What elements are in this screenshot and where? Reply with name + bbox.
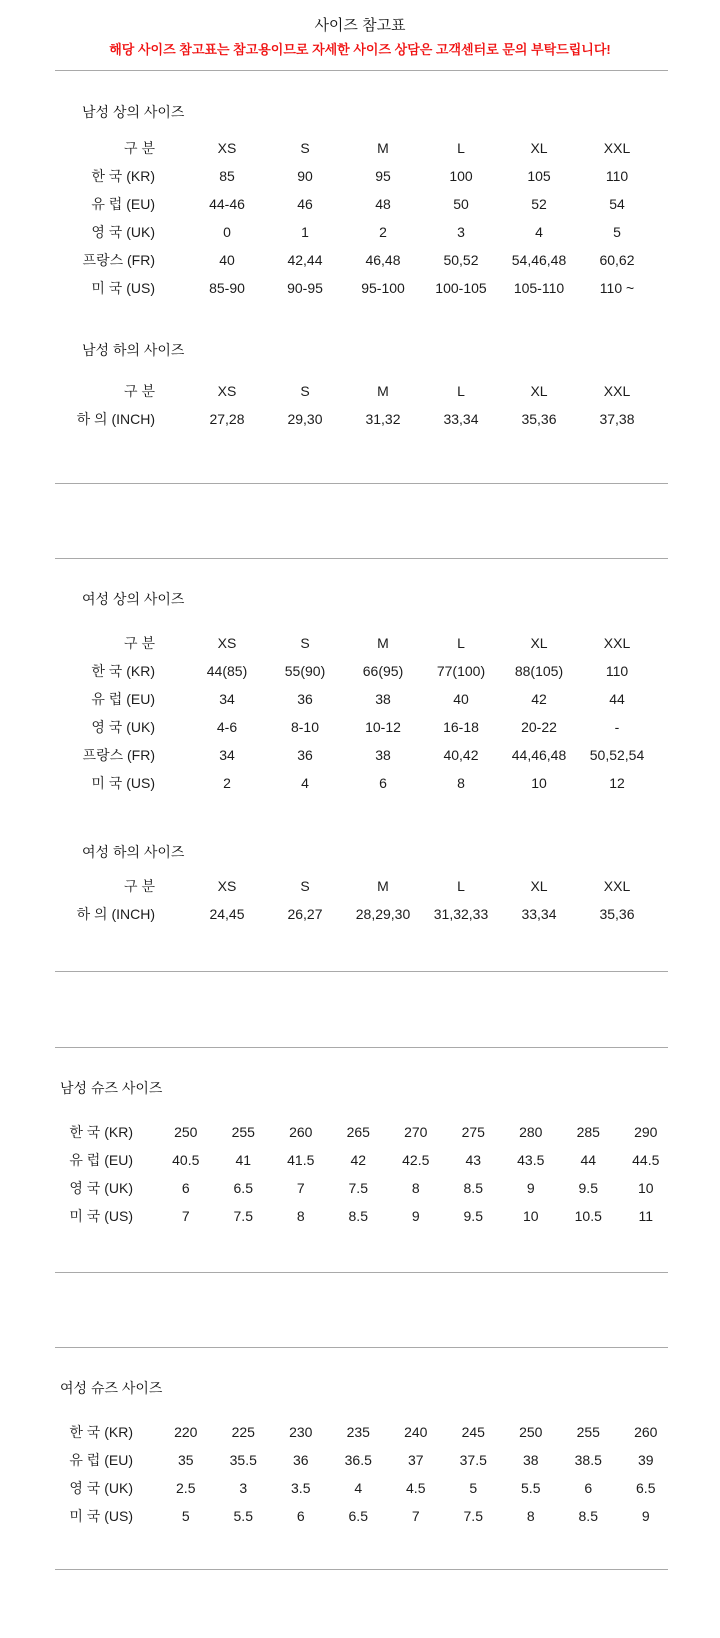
size-cell: 11 <box>638 1208 654 1224</box>
size-cell: 36 <box>297 747 313 763</box>
header-cell: S <box>300 383 310 399</box>
table-row <box>35 274 720 302</box>
size-cell: 9 <box>526 1180 535 1196</box>
size-cell: 48 <box>375 196 391 212</box>
mens-shoes-size-table <box>35 1118 720 1230</box>
size-cell: 90-95 <box>287 280 323 296</box>
size-cell: 44 <box>580 1152 597 1168</box>
section-divider <box>55 1047 668 1048</box>
size-cell: 3 <box>457 224 465 240</box>
section-title-mens-shoes: 남성 슈즈 사이즈 <box>60 1080 163 1096</box>
header-cell: XXL <box>603 635 631 651</box>
size-cell: 33,34 <box>521 906 557 922</box>
size-notice: 해당 사이즈 참고표는 참고용이므로 자세한 사이즈 상담은 고객센터로 문의 부탁드립니다! <box>109 42 611 57</box>
size-cell: 2 <box>223 775 231 791</box>
size-cell: 7.5 <box>348 1180 368 1196</box>
row-label: 유 럽 (EU) <box>91 196 155 212</box>
section-title-womens-bottom: 여성 하의 사이즈 <box>82 844 185 860</box>
table-row <box>35 405 720 433</box>
size-cell: 40.5 <box>172 1152 200 1168</box>
table-row <box>35 1146 720 1174</box>
table-row <box>35 685 720 713</box>
header-label: 구 분 <box>124 140 155 156</box>
header-cell: M <box>377 878 389 894</box>
size-cell: 110 ~ <box>599 280 635 296</box>
size-cell: 35.5 <box>229 1452 257 1468</box>
row-label: 유 럽 (EU) <box>69 1152 133 1168</box>
size-cell: 31,32 <box>365 411 401 427</box>
table-row <box>35 162 720 190</box>
size-cell: 250 <box>519 1424 543 1440</box>
size-cell: 26,27 <box>287 906 323 922</box>
size-cell: 43.5 <box>517 1152 545 1168</box>
size-cell: 46 <box>297 196 313 212</box>
table-header-row <box>35 629 720 657</box>
table-row <box>35 900 720 928</box>
size-cell: 5.5 <box>233 1508 253 1524</box>
size-cell: 66(95) <box>362 663 404 679</box>
size-cell: 4 <box>354 1480 363 1496</box>
size-cell: 7 <box>181 1208 190 1224</box>
size-cell: 33,34 <box>443 411 479 427</box>
header-label: 구 분 <box>124 878 155 894</box>
size-cell: 110 <box>605 663 629 679</box>
size-cell: 41.5 <box>287 1152 315 1168</box>
size-cell: 8 <box>296 1208 305 1224</box>
size-cell: 4 <box>535 224 543 240</box>
row-label: 프랑스 (FR) <box>82 747 155 763</box>
row-label: 프랑스 (FR) <box>82 252 155 268</box>
size-cell: 10 <box>522 1208 539 1224</box>
size-cell: 40 <box>453 691 469 707</box>
size-cell: 27,28 <box>209 411 245 427</box>
row-label: 유 럽 (EU) <box>91 691 155 707</box>
header-cell: XS <box>217 635 237 651</box>
size-cell: 100 <box>449 168 473 184</box>
row-label: 미 국 (US) <box>91 775 155 791</box>
header-cell: XS <box>217 878 237 894</box>
size-cell: 42 <box>350 1152 367 1168</box>
size-cell: 43 <box>465 1152 482 1168</box>
size-cell: 77(100) <box>436 663 486 679</box>
size-cell: 6.5 <box>233 1180 253 1196</box>
size-cell: 42.5 <box>402 1152 430 1168</box>
size-cell: 16-18 <box>443 719 479 735</box>
size-cell: 35,36 <box>521 411 557 427</box>
header-cell: XL <box>530 140 548 156</box>
size-cell: - <box>614 719 620 735</box>
header-cell: XL <box>530 635 548 651</box>
size-cell: 42,44 <box>287 252 323 268</box>
size-cell: 5 <box>613 224 621 240</box>
header-cell: XXL <box>603 383 631 399</box>
table-row <box>35 1202 720 1230</box>
table-row <box>35 1446 720 1474</box>
header-cell: M <box>377 383 389 399</box>
size-cell: 46,48 <box>365 252 401 268</box>
section-title-womens-shoes: 여성 슈즈 사이즈 <box>60 1380 163 1396</box>
size-cell: 41 <box>235 1152 252 1168</box>
size-cell: 3 <box>239 1480 248 1496</box>
size-cell: 60,62 <box>599 252 635 268</box>
size-cell: 6 <box>181 1180 190 1196</box>
size-cell: 4-6 <box>216 719 238 735</box>
size-cell: 42 <box>531 691 547 707</box>
header-cell: S <box>300 878 310 894</box>
size-cell: 90 <box>297 168 313 184</box>
size-cell: 10-12 <box>365 719 401 735</box>
size-cell: 2.5 <box>176 1480 196 1496</box>
row-label: 유 럽 (EU) <box>69 1452 133 1468</box>
header-cell: XS <box>217 383 237 399</box>
size-cell: 54 <box>609 196 625 212</box>
size-cell: 8.5 <box>348 1208 368 1224</box>
table-row <box>35 657 720 685</box>
size-cell: 36 <box>297 691 313 707</box>
size-cell: 44-46 <box>209 196 245 212</box>
size-cell: 44(85) <box>206 663 248 679</box>
row-label: 하 의 (INCH) <box>76 411 155 427</box>
size-cell: 9 <box>411 1208 420 1224</box>
size-cell: 5 <box>181 1508 190 1524</box>
size-cell: 35 <box>177 1452 194 1468</box>
size-cell: 290 <box>634 1124 658 1140</box>
size-cell: 44,46,48 <box>511 747 567 763</box>
size-cell: 8 <box>526 1508 535 1524</box>
size-cell: 6 <box>379 775 387 791</box>
header-cell: L <box>457 140 465 156</box>
size-cell: 1 <box>301 224 309 240</box>
size-cell: 54,46,48 <box>511 252 567 268</box>
size-cell: 85 <box>219 168 235 184</box>
size-cell: 285 <box>576 1124 600 1140</box>
size-cell: 260 <box>634 1424 658 1440</box>
size-cell: 6 <box>296 1508 305 1524</box>
section-divider <box>55 1569 668 1570</box>
size-cell: 40,42 <box>443 747 479 763</box>
size-cell: 50,52 <box>443 252 479 268</box>
size-cell: 275 <box>461 1124 485 1140</box>
table-row <box>35 1474 720 1502</box>
header-cell: S <box>300 140 310 156</box>
table-row <box>35 218 720 246</box>
size-cell: 250 <box>174 1124 198 1140</box>
size-cell: 40 <box>219 252 235 268</box>
header-cell: L <box>457 383 465 399</box>
row-label: 한 국 (KR) <box>91 168 155 184</box>
size-cell: 105 <box>527 168 551 184</box>
size-cell: 8 <box>457 775 465 791</box>
size-cell: 8.5 <box>578 1508 598 1524</box>
table-row <box>35 1502 720 1530</box>
size-cell: 7.5 <box>233 1208 253 1224</box>
size-cell: 6.5 <box>348 1508 368 1524</box>
size-cell: 24,45 <box>209 906 245 922</box>
size-cell: 9.5 <box>578 1180 598 1196</box>
size-cell: 8.5 <box>463 1180 483 1196</box>
row-label: 영 국 (UK) <box>91 224 155 240</box>
size-cell: 36.5 <box>344 1452 372 1468</box>
section-divider <box>55 483 668 484</box>
table-row <box>35 1118 720 1146</box>
size-cell: 7 <box>296 1180 305 1196</box>
header-cell: XL <box>530 383 548 399</box>
size-cell: 6 <box>584 1480 593 1496</box>
size-cell: 38 <box>375 747 391 763</box>
size-cell: 265 <box>346 1124 370 1140</box>
womens-bottom-size-table <box>35 872 720 928</box>
header-label: 구 분 <box>124 635 155 651</box>
size-cell: 38 <box>375 691 391 707</box>
size-cell: 9.5 <box>463 1208 483 1224</box>
size-cell: 4 <box>301 775 309 791</box>
size-cell: 38.5 <box>574 1452 602 1468</box>
size-cell: 34 <box>219 747 235 763</box>
header-label: 구 분 <box>124 383 155 399</box>
size-cell: 225 <box>231 1424 255 1440</box>
table-row <box>35 246 720 274</box>
size-cell: 240 <box>404 1424 428 1440</box>
size-cell: 95 <box>375 168 391 184</box>
size-cell: 9 <box>641 1508 650 1524</box>
size-cell: 4.5 <box>406 1480 426 1496</box>
size-cell: 44 <box>609 691 625 707</box>
size-cell: 110 <box>605 168 629 184</box>
row-label: 한 국 (KR) <box>69 1424 133 1440</box>
table-row <box>35 1174 720 1202</box>
size-cell: 245 <box>461 1424 485 1440</box>
size-cell: 85-90 <box>209 280 245 296</box>
header-cell: XXL <box>603 878 631 894</box>
size-cell: 7 <box>411 1508 420 1524</box>
size-cell: 5 <box>469 1480 478 1496</box>
size-cell: 38 <box>522 1452 539 1468</box>
size-cell: 8-10 <box>290 719 320 735</box>
size-cell: 55(90) <box>284 663 326 679</box>
table-row <box>35 190 720 218</box>
size-cell: 34 <box>219 691 235 707</box>
header-cell: L <box>457 635 465 651</box>
size-cell: 230 <box>289 1424 313 1440</box>
table-header-row <box>35 134 720 162</box>
size-cell: 255 <box>576 1424 600 1440</box>
section-title-mens-bottom: 남성 하의 사이즈 <box>82 342 185 358</box>
header-cell: S <box>300 635 310 651</box>
size-cell: 12 <box>609 775 625 791</box>
size-cell: 50 <box>453 196 469 212</box>
size-cell: 50,52,54 <box>589 747 645 763</box>
size-cell: 35,36 <box>599 906 635 922</box>
section-title-mens-top: 남성 상의 사이즈 <box>82 104 185 120</box>
size-cell: 5.5 <box>521 1480 541 1496</box>
section-divider <box>55 558 668 559</box>
size-cell: 37.5 <box>459 1452 487 1468</box>
womens-shoes-size-table <box>35 1418 720 1530</box>
section-divider <box>55 1272 668 1273</box>
row-label: 영 국 (UK) <box>91 719 155 735</box>
size-cell: 0 <box>223 224 231 240</box>
table-row <box>35 769 720 797</box>
mens-top-size-table <box>35 134 720 302</box>
size-cell: 10 <box>637 1180 654 1196</box>
womens-top-size-table <box>35 629 720 797</box>
row-label: 미 국 (US) <box>69 1208 133 1224</box>
row-label: 미 국 (US) <box>91 280 155 296</box>
size-cell: 270 <box>404 1124 428 1140</box>
size-cell: 39 <box>637 1452 654 1468</box>
table-header-row <box>35 872 720 900</box>
size-cell: 28,29,30 <box>355 906 411 922</box>
size-cell: 105-110 <box>513 280 565 296</box>
size-cell: 255 <box>231 1124 255 1140</box>
size-cell: 52 <box>531 196 547 212</box>
header-cell: XS <box>217 140 237 156</box>
size-cell: 2 <box>379 224 387 240</box>
size-cell: 8 <box>411 1180 420 1196</box>
table-header-row <box>35 377 720 405</box>
header-cell: XL <box>530 878 548 894</box>
size-cell: 29,30 <box>287 411 323 427</box>
size-cell: 36 <box>292 1452 309 1468</box>
header-cell: XXL <box>603 140 631 156</box>
size-cell: 20-22 <box>521 719 557 735</box>
size-cell: 88(105) <box>514 663 564 679</box>
size-cell: 260 <box>289 1124 313 1140</box>
row-label: 미 국 (US) <box>69 1508 133 1524</box>
row-label: 한 국 (KR) <box>69 1124 133 1140</box>
size-cell: 44.5 <box>632 1152 660 1168</box>
size-cell: 7.5 <box>463 1508 483 1524</box>
page-title: 사이즈 참고표 <box>314 17 406 34</box>
size-cell: 31,32,33 <box>433 906 489 922</box>
size-cell: 235 <box>346 1424 370 1440</box>
row-label: 한 국 (KR) <box>91 663 155 679</box>
size-cell: 6.5 <box>636 1480 656 1496</box>
row-label: 영 국 (UK) <box>69 1480 133 1496</box>
size-cell: 95-100 <box>361 280 405 296</box>
table-row <box>35 741 720 769</box>
size-cell: 100-105 <box>435 280 487 296</box>
table-row <box>35 1418 720 1446</box>
size-cell: 3.5 <box>291 1480 311 1496</box>
header-cell: L <box>457 878 465 894</box>
header-cell: M <box>377 635 389 651</box>
section-title-womens-top: 여성 상의 사이즈 <box>82 591 185 607</box>
size-cell: 10.5 <box>574 1208 602 1224</box>
row-label: 하 의 (INCH) <box>76 906 155 922</box>
table-row <box>35 713 720 741</box>
size-cell: 220 <box>174 1424 198 1440</box>
section-divider <box>55 1347 668 1348</box>
section-divider <box>55 70 668 71</box>
size-cell: 10 <box>531 775 547 791</box>
header-cell: M <box>377 140 389 156</box>
row-label: 영 국 (UK) <box>69 1180 133 1196</box>
size-cell: 37 <box>407 1452 424 1468</box>
size-cell: 37,38 <box>599 411 635 427</box>
section-divider <box>55 971 668 972</box>
size-cell: 280 <box>519 1124 543 1140</box>
mens-bottom-size-table <box>35 377 720 433</box>
